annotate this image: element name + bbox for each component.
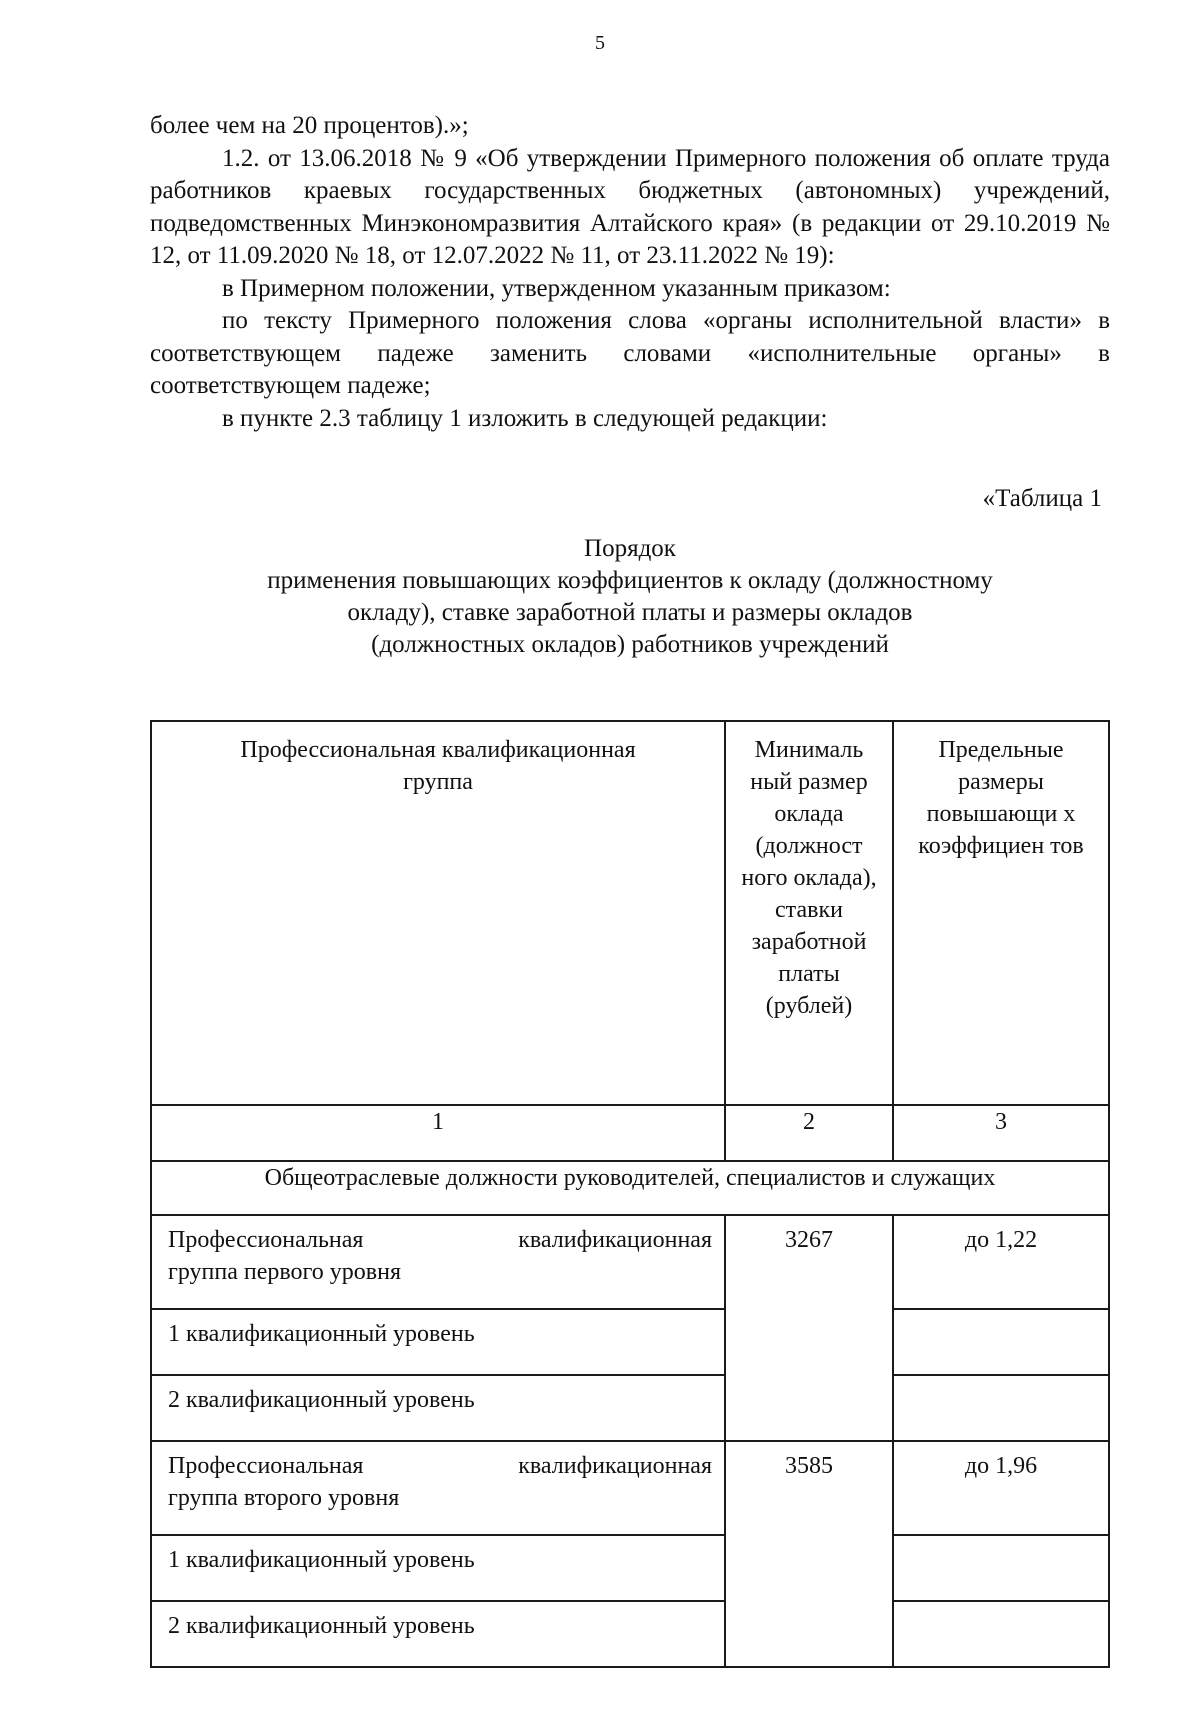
section-heading: Общеотраслевые должности руководителей, специалистов и служащих bbox=[151, 1161, 1109, 1215]
table-row bbox=[151, 1215, 1109, 1309]
level-name: 1 квалификационный уровень bbox=[151, 1309, 725, 1375]
header-coefficients-text: Предельные размеры повышающи х коэффициен тов bbox=[918, 737, 1084, 859]
table-header-row bbox=[151, 721, 1109, 1105]
level-name: 2 квалификационный уровень bbox=[151, 1601, 725, 1667]
group-name-line: Профессиональная квалификационная bbox=[168, 1227, 712, 1253]
table-row bbox=[151, 1441, 1109, 1535]
table-row bbox=[151, 1309, 1109, 1375]
table-title-line: (должностных окладов) работников учреждений bbox=[371, 631, 889, 658]
empty-cell bbox=[893, 1535, 1109, 1601]
table-title-line: применения повышающих коэффициентов к окладу (должностному bbox=[267, 567, 993, 594]
paragraph: в Примерном положении, утвержденном указанным приказом: bbox=[222, 274, 891, 302]
table-row bbox=[151, 1601, 1109, 1667]
table-row bbox=[151, 1375, 1109, 1441]
paragraph: по тексту Примерного положения слова «органы исполнительной власти» в соответствующем падеже заменить словами «исполнительные органы» в соответствующем падеже; bbox=[150, 307, 1110, 399]
paragraph: 1.2. от 13.06.2018 № 9 «Об утверждении Примерного положения об оплате труда работников краевых государственных бюджетных (автономных) учреждений, подведомственных Минэкономразвития Алтайского края» (в редакции от 29.10.2019 № 12, от 11.09.2020 № 18, от 12.07.2022 № 11, от 23.11.2022 № 19): bbox=[150, 144, 1110, 269]
group-name-line: группа первого уровня bbox=[168, 1259, 401, 1285]
column-number: 1 bbox=[151, 1105, 725, 1161]
min-salary: 3267 bbox=[725, 1215, 893, 1441]
table-title-line: Порядок bbox=[584, 535, 676, 562]
group-name-line: Профессиональная квалификационная bbox=[168, 1453, 712, 1479]
group-name-line: группа второго уровня bbox=[168, 1485, 400, 1511]
group-name bbox=[151, 1215, 725, 1309]
header-min-salary bbox=[725, 721, 893, 1105]
header-group bbox=[151, 721, 725, 1105]
table-row bbox=[151, 1535, 1109, 1601]
table-section-row bbox=[151, 1161, 1109, 1215]
paragraph: более чем на 20 процентов).»; bbox=[150, 112, 469, 139]
header-coefficients bbox=[893, 721, 1109, 1105]
min-salary: 3585 bbox=[725, 1441, 893, 1667]
empty-cell bbox=[893, 1309, 1109, 1375]
header-group-text: Профессиональная квалификационная группа bbox=[240, 737, 636, 795]
level-name: 1 квалификационный уровень bbox=[151, 1535, 725, 1601]
coefficient: до 1,22 bbox=[893, 1215, 1109, 1309]
level-name: 2 квалификационный уровень bbox=[151, 1375, 725, 1441]
page-number: 5 bbox=[595, 32, 605, 54]
coefficient: до 1,96 bbox=[893, 1441, 1109, 1535]
group-name bbox=[151, 1441, 725, 1535]
table-caption: «Таблица 1 bbox=[982, 485, 1102, 512]
column-number: 3 bbox=[893, 1105, 1109, 1161]
coefficients-table bbox=[150, 720, 1110, 1668]
paragraph: в пункте 2.3 таблицу 1 изложить в следующей редакции: bbox=[222, 404, 828, 432]
table-number-row bbox=[151, 1105, 1109, 1161]
column-number: 2 bbox=[725, 1105, 893, 1161]
table-title-line: окладу), ставке заработной платы и размеры окладов bbox=[347, 599, 913, 626]
empty-cell bbox=[893, 1601, 1109, 1667]
table-title bbox=[150, 533, 1110, 661]
body-text bbox=[150, 110, 1110, 435]
header-min-salary-text: Минималь ный размер оклада (должност ного оклада), ставки заработной платы (рублей) bbox=[741, 737, 877, 1019]
empty-cell bbox=[893, 1375, 1109, 1441]
